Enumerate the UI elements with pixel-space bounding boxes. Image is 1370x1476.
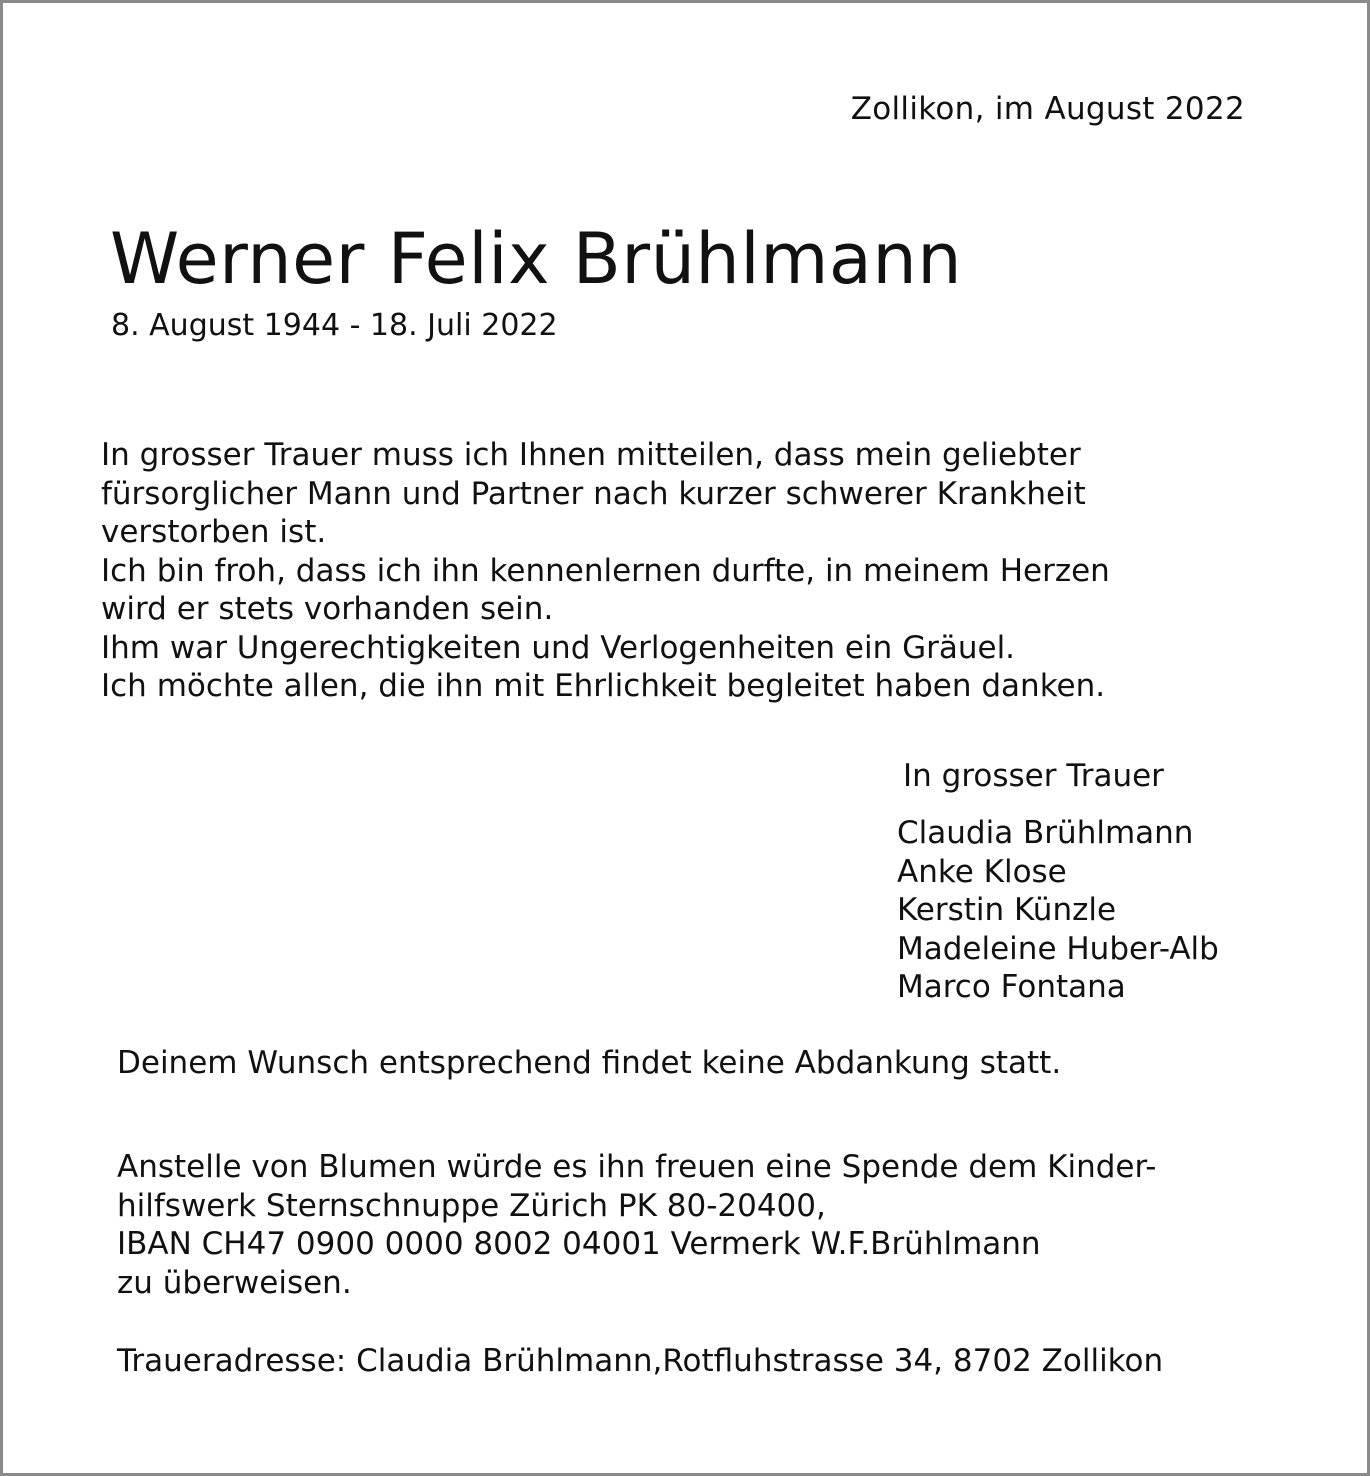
donation-note [117,1148,1156,1302]
announcement-line: Ich möchte allen, die ihn mit Ehrlichkeit begleitet haben danken. [101,668,1106,704]
announcement-line: wird er stets vorhanden sein. [101,591,554,627]
announcement-line: In grosser Trauer muss ich Ihnen mitteilen, dass mein geliebter [101,437,1081,473]
mourning-label: In grosser Trauer [903,758,1164,794]
mourner-name: Marco Fontana [897,969,1126,1005]
mourner-name: Claudia Brühlmann [897,815,1194,851]
deceased-name: Werner Felix Brühlmann [110,218,963,300]
mourner-list [897,814,1219,1007]
donation-line: zu überweisen. [117,1264,352,1301]
mourner-name: Madeleine Huber-Alb [897,930,1219,967]
donation-line: Anstelle von Blumen würde es ihn freuen eine Spende dem Kinder- [117,1149,1157,1185]
mourner-name: Anke Klose [897,853,1067,890]
mourning-address: Traueradresse: Claudia Brühlmann,Rotfluhstrasse 34, 8702 Zollikon [117,1343,1164,1379]
announcement-text [101,436,1110,706]
donation-line: IBAN CH47 0900 0000 8002 04001 Vermerk W.F.Brühlmann [117,1226,1041,1262]
announcement-line: Ich bin froh, dass ich ihn kennenlernen durfte, in meinem Herzen [101,552,1110,589]
announcement-line: Ihm war Ungerechtigkeiten und Verlogenheiten ein Gräuel. [101,629,1016,666]
mourner-name: Kerstin Künzle [897,892,1117,928]
announcement-line: verstorben ist. [101,514,327,550]
life-dates: 8. August 1944 - 18. Juli 2022 [111,308,558,343]
place-date: Zollikon, im August 2022 [850,91,1245,127]
donation-line: hilfswerk Sternschnuppe Zürich PK 80-20400, [117,1187,826,1224]
ceremony-note: Deinem Wunsch entsprechend findet keine Abdankung statt. [117,1045,1062,1081]
announcement-line: fürsorglicher Mann und Partner nach kurzer schwerer Krankheit [101,475,1086,512]
